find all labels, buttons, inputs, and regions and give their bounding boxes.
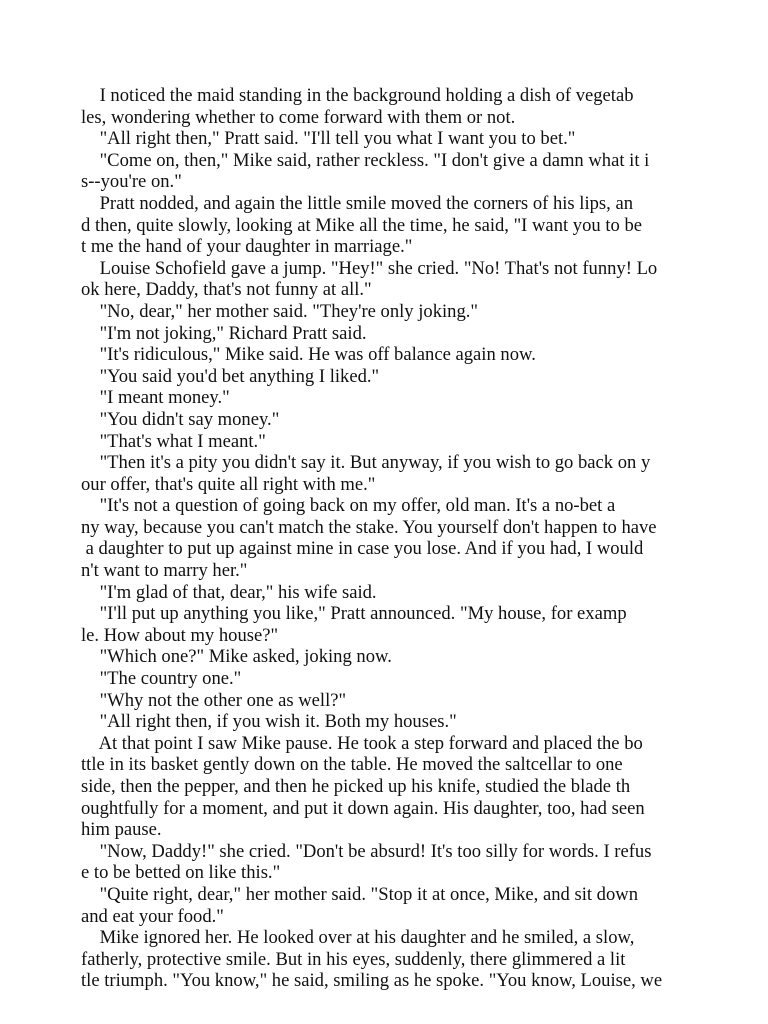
text-line: "Then it's a pity you didn't say it. But anyway, if you wish to go back on y <box>81 452 651 474</box>
text-line: Louise Schofield gave a jump. "Hey!" she cried. "No! That's not funny! Lo <box>81 257 658 279</box>
text-line: oughtfully for a moment, and put it down again. His daughter, too, had seen <box>81 797 645 819</box>
text-line: t me the hand of your daughter in marriage." <box>81 236 413 258</box>
text-line: les, wondering whether to come forward with them or not. <box>81 106 516 128</box>
text-line: him pause. <box>81 819 162 841</box>
text-line: "Now, Daddy!" she cried. "Don't be absurd! It's too silly for words. I refus <box>81 840 652 862</box>
text-line: "I'm not joking," Richard Pratt said. <box>81 322 367 344</box>
text-line: "That's what I meant." <box>81 430 266 452</box>
text-line: "I'm glad of that, dear," his wife said. <box>81 581 377 603</box>
text-line: side, then the pepper, and then he picked up his knife, studied the blade th <box>81 776 631 797</box>
text-line: d then, quite slowly, looking at Mike all the time, he said, "I want you to be <box>81 214 642 236</box>
text-line: s--you're on." <box>81 171 182 193</box>
text-line: "All right then, if you wish it. Both my houses." <box>81 711 457 733</box>
text-line: "The country one." <box>81 668 242 690</box>
text-line: fatherly, protective smile. But in his eyes, suddenly, there glimmered a lit <box>81 948 626 970</box>
text-line: "You didn't say money." <box>81 408 280 430</box>
text-line: ttle in its basket gently down on the table. He moved the saltcellar to one <box>81 754 623 776</box>
text-line: "Come on, then," Mike said, rather reckless. "I don't give a damn what it i <box>81 149 650 171</box>
text-line: n't want to marry her." <box>81 560 248 582</box>
text-line: At that point I saw Mike pause. He took a step forward and placed the bo <box>81 732 643 754</box>
text-line: "You said you'd bet anything I liked." <box>81 365 380 387</box>
text-line: tle triumph. "You know," he said, smiling as he spoke. "You know, Louise, we <box>81 970 663 992</box>
text-line: ny way, because you can't match the stake. You yourself don't happen to have <box>81 516 657 538</box>
text-line: "It's ridiculous," Mike said. He was off balance again now. <box>81 344 536 366</box>
text-line: "I'll put up anything you like," Pratt announced. "My house, for examp <box>81 603 627 625</box>
text-line: "No, dear," her mother said. "They're only joking." <box>81 300 478 322</box>
text-line: Pratt nodded, and again the little smile moved the corners of his lips, an <box>81 192 634 214</box>
text-line: our offer, that's quite all right with me." <box>81 473 376 495</box>
document-page <box>81 85 731 992</box>
text-line: "Why not the other one as well?" <box>81 689 347 711</box>
text-line: "I meant money." <box>81 387 230 409</box>
text-line: a daughter to put up against mine in case you lose. And if you had, I would <box>81 538 644 560</box>
text-line: "All right then," Pratt said. "I'll tell you what I want you to bet." <box>81 128 576 150</box>
text-line: "It's not a question of going back on my offer, old man. It's a no-bet a <box>81 495 616 517</box>
text-line: I noticed the maid standing in the background holding a dish of vegetab <box>81 85 634 106</box>
text-line: le. How about my house?" <box>81 624 279 646</box>
text-line: ok here, Daddy, that's not funny at all." <box>81 279 372 301</box>
text-line: Mike ignored her. He looked over at his daughter and he smiled, a slow, <box>81 927 635 949</box>
text-line: and eat your food." <box>81 905 224 927</box>
text-line: e to be betted on like this." <box>81 862 281 884</box>
text-line: "Quite right, dear," her mother said. "Stop it at once, Mike, and sit down <box>81 883 639 905</box>
text-line: "Which one?" Mike asked, joking now. <box>81 646 392 668</box>
